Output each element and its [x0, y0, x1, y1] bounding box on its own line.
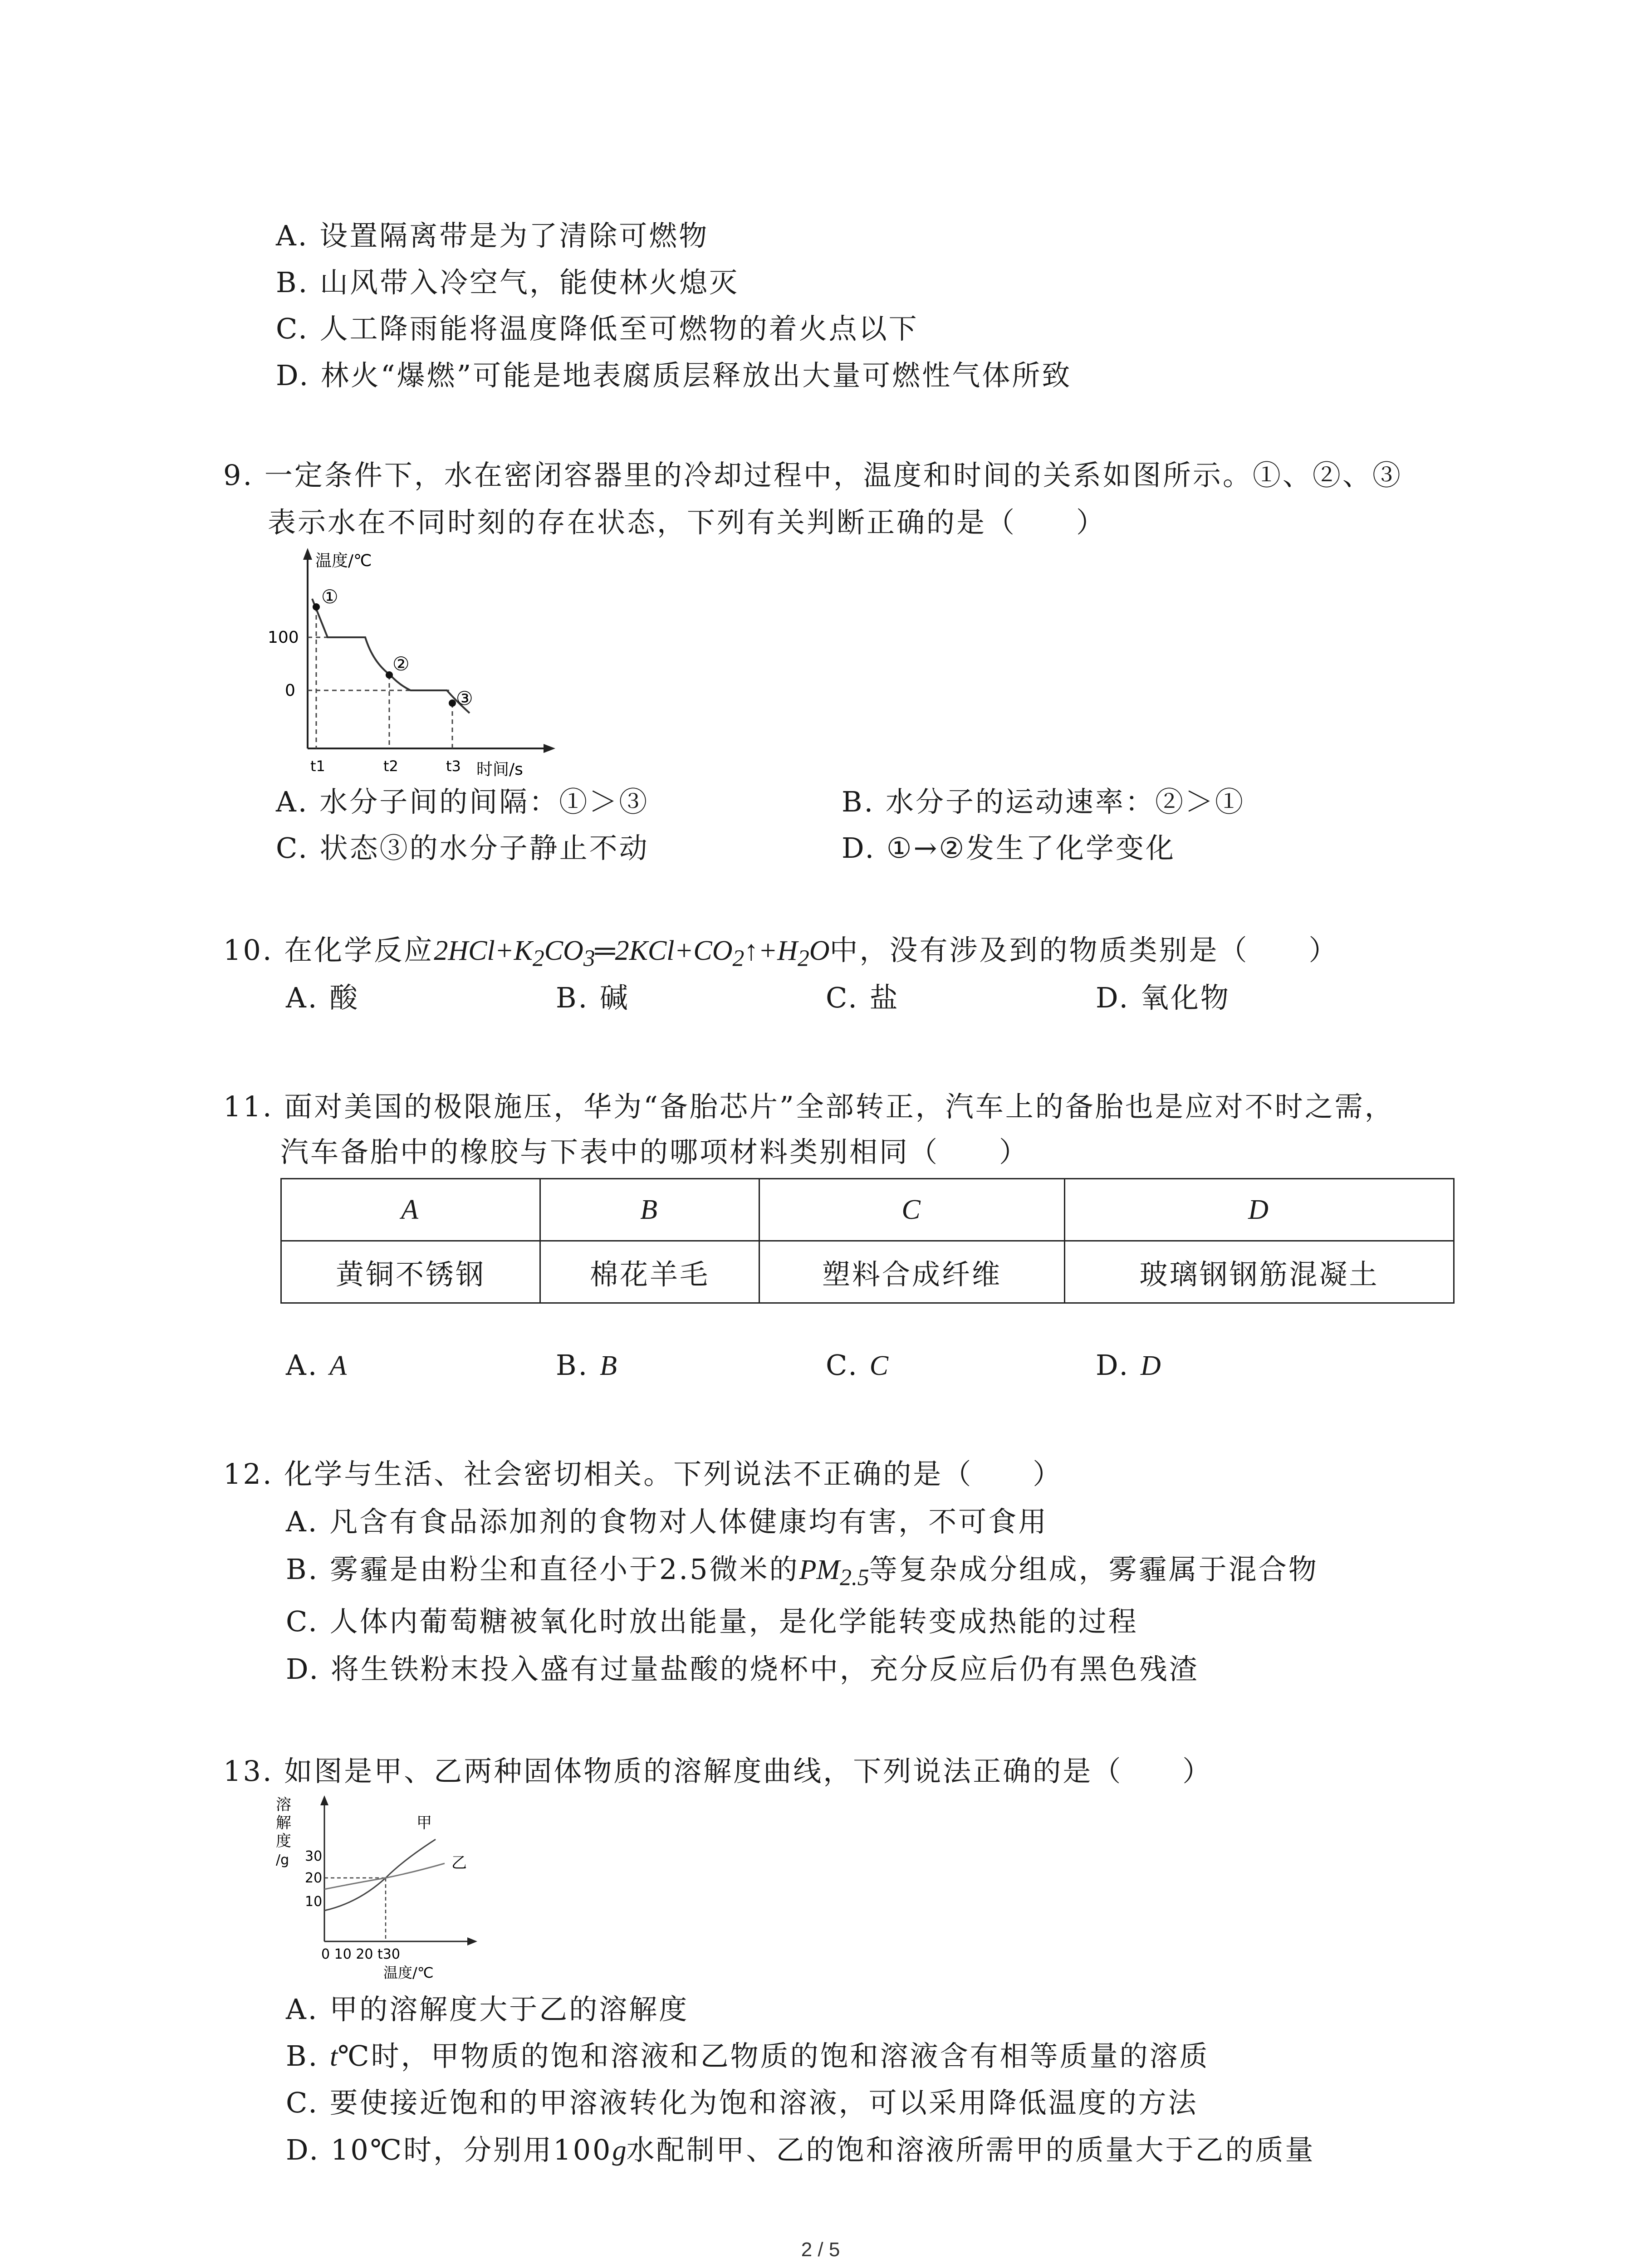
table-header-row [281, 1179, 1454, 1241]
q12-option-b: B. 雾霾是由粉尘和直径小于2.5微米的$PM_{2.5}$等复杂成分组成，雾霾属于混合物 [286, 1553, 1318, 1591]
q10-option-d: D. 氧化物 [1096, 981, 1230, 1014]
table-cell-d: 玻璃钢钢筋混凝土 [1065, 1241, 1454, 1303]
q10-prefix: 10. 在化学反应 [223, 934, 434, 967]
q9-point-3 [449, 699, 456, 707]
q13-ylabel-2: 解 [276, 1814, 291, 1832]
q13-curve-yi [324, 1863, 445, 1889]
q10-option-a: A. 酸 [286, 981, 360, 1014]
q13-option-a: A. 甲的溶解度大于乙的溶解度 [286, 1993, 689, 2026]
q9-option-c: C. 状态③的水分子静止不动 [276, 831, 649, 865]
q9-ylabel: 温度/℃ [315, 552, 372, 570]
table-header-d: D [1065, 1179, 1454, 1241]
q8-option-a: A. 设置隔离带是为了清除可燃物 [276, 219, 709, 252]
q11-option-a: A. A [286, 1349, 347, 1382]
q13-ylabel-1: 溶 [276, 1796, 291, 1814]
q9-stem-line1: 9. 一定条件下，水在密闭容器里的冷却过程中，温度和时间的关系如图所示。①、②、③ [223, 459, 1402, 492]
q13-option-b: B. t℃时，甲物质的饱和溶液和乙物质的饱和溶液含有相等质量的溶质 [286, 2039, 1210, 2072]
table-header-a: A [281, 1179, 540, 1241]
q9-cooling-graph [254, 544, 572, 780]
table-header-c: C [759, 1179, 1065, 1241]
q8-option-b: B. 山风带入冷空气，能使林火熄灭 [276, 266, 739, 299]
q9-xtick-t3: t3 [446, 758, 461, 775]
q8-option-d: D. 林火“爆燃”可能是地表腐质层释放出大量可燃性气体所致 [276, 359, 1072, 392]
q13-xlabel: 温度/℃ [383, 1964, 434, 1981]
q13-curve-jia [324, 1839, 436, 1911]
q12-option-c: C. 人体内葡萄糖被氧化时放出能量，是化学能转变成热能的过程 [286, 1605, 1138, 1638]
q10-equation: $2HCl+K_2CO_3═2KCl+CO_2↑+H_2O$ [434, 935, 830, 972]
q13-ytick-30: 30 [305, 1848, 323, 1864]
q9-point-2 [386, 671, 393, 679]
q11-option-d: D. D [1096, 1349, 1161, 1382]
q11-stem-line1: 11. 面对美国的极限施压，华为“备胎芯片”全部转正，汽车上的备胎也是应对不时之需， [223, 1090, 1395, 1123]
q9-xlabel: 时间/s [476, 760, 523, 779]
q9-option-d: D. ①→②发生了化学变化 [842, 831, 1176, 865]
q13-option-c: C. 要使接近饱和的甲溶液转化为饱和溶液，可以采用降低温度的方法 [286, 2086, 1198, 2119]
q10-suffix: 中，没有涉及到的物质类别是（ ） [829, 934, 1339, 967]
q11-stem-line2: 汽车备胎中的橡胶与下表中的哪项材料类别相同（ ） [280, 1135, 1029, 1168]
table-cell-c: 塑料合成纤维 [759, 1241, 1065, 1303]
table-cell-b: 棉花羊毛 [540, 1241, 759, 1303]
q9-ytick-0: 0 [285, 681, 295, 700]
q13-series-yi: 乙 [451, 1854, 467, 1872]
q13-series-jia: 甲 [416, 1814, 432, 1832]
q13-solubility-graph [272, 1792, 526, 1982]
q9-point-2-label: ② [392, 653, 410, 675]
q12-option-d: D. 将生铁粉末投入盛有过量盐酸的烧杯中，充分反应后仍有黑色残渣 [286, 1652, 1199, 1686]
q11-material-table [280, 1178, 1455, 1304]
q13-ylabel-4: /g [276, 1852, 289, 1868]
q13-ytick-20: 20 [305, 1870, 323, 1886]
q8-option-c: C. 人工降雨能将温度降低至可燃物的着火点以下 [276, 312, 919, 345]
table-cell-a: 黄铜不锈钢 [281, 1241, 540, 1303]
q9-option-a: A. 水分子间的间隔：①＞③ [276, 785, 649, 818]
q10-option-b: B. 碱 [556, 981, 630, 1014]
q13-ylabel-3: 度 [276, 1832, 291, 1850]
q9-ytick-100: 100 [268, 628, 299, 647]
q11-option-b: B. B [556, 1349, 617, 1382]
q12-option-a: A. 凡含有食品添加剂的食物对人体健康均有害，不可食用 [286, 1505, 1048, 1538]
q9-xtick-t2: t2 [383, 758, 398, 775]
q13-ytick-10: 10 [305, 1894, 323, 1910]
q9-point-1 [313, 603, 320, 611]
table-header-b: B [540, 1179, 759, 1241]
q13-option-d: D. 10℃时，分别用100g水配制甲、乙的饱和溶液所需甲的质量大于乙的质量 [286, 2133, 1315, 2166]
table-row [281, 1241, 1454, 1303]
q13-xticks: 0 10 20 t30 [321, 1946, 400, 1962]
q10-stem [223, 932, 1339, 977]
q13-stem: 13. 如图是甲、乙两种固体物质的溶解度曲线，下列说法正确的是（ ） [223, 1755, 1213, 1788]
q9-option-b: B. 水分子的运动速率：②＞① [842, 785, 1245, 818]
q9-point-3-label: ③ [456, 687, 473, 709]
q12-stem: 12. 化学与生活、社会密切相关。下列说法不正确的是（ ） [223, 1457, 1063, 1491]
q11-option-c: C. C [826, 1349, 889, 1382]
q9-xtick-t1: t1 [310, 758, 325, 775]
q9-stem-line2: 表示水在不同时刻的存在状态，下列有关判断正确的是（ ） [268, 506, 1107, 539]
q10-option-c: C. 盐 [826, 981, 900, 1014]
q9-point-1-label: ① [321, 586, 338, 608]
page-number: 2 / 5 [801, 2239, 840, 2261]
